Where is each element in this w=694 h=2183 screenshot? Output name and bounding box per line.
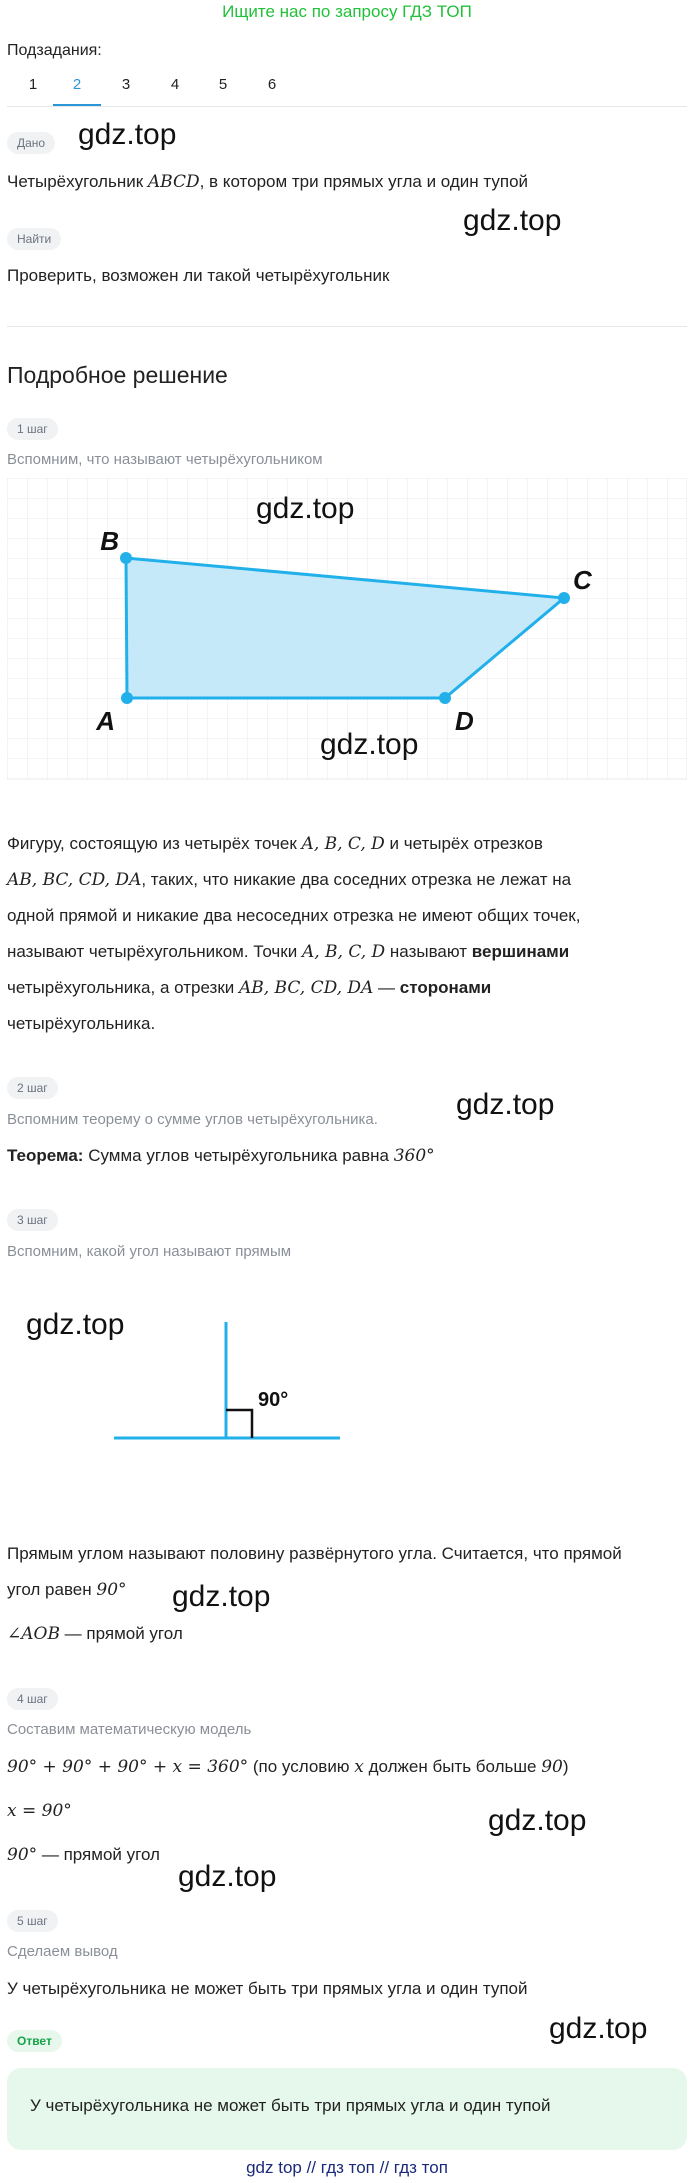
step-2-hint: Вспомним теорему о сумме углов четырёхугольника.: [7, 1111, 378, 1128]
step-4-chip: 4 шаг: [7, 1688, 58, 1710]
definition-line-1: Фигуру, состоящую из четырёх точек A, B, C, D и четырёх отрезков: [7, 834, 543, 854]
step-3-chip: 3 шаг: [7, 1209, 58, 1231]
step-1-chip: 1 шаг: [7, 418, 58, 440]
vertex-c: [558, 592, 570, 604]
right-angle-figure: [100, 1310, 360, 1450]
definition-line-6: четырёхугольника.: [7, 1014, 156, 1033]
tab-5[interactable]: 5: [218, 76, 228, 93]
footer-links[interactable]: gdz top // гдз топ // гдз топ: [246, 2158, 448, 2177]
equation-3: 90° — прямой угол: [7, 1845, 160, 1865]
definition-line-4: называют четырёхугольником. Точки A, B, C, D называют вершинами: [7, 942, 570, 962]
watermark: gdz.top: [178, 1860, 277, 1893]
active-tab-indicator: [53, 104, 101, 106]
step-5-chip: 5 шаг: [7, 1910, 58, 1932]
subtask-tabs: [7, 64, 687, 107]
watermark: gdz.top: [488, 1804, 587, 1837]
label-a: A: [96, 706, 115, 736]
vertex-a: [121, 692, 133, 704]
conclusion-text: У четырёхугольника не может быть три прямых угла и один тупой: [7, 1979, 528, 1998]
watermark: gdz.top: [256, 492, 355, 525]
tab-4[interactable]: 4: [170, 76, 180, 93]
vertex-d: [439, 692, 451, 704]
watermark: gdz.top: [549, 2012, 648, 2045]
step-1-hint: Вспомним, что называют четырёхугольником: [7, 451, 323, 468]
given-chip: Дано: [7, 132, 55, 154]
find-text: Проверить, возможен ли такой четырёхугольник: [7, 266, 390, 285]
top-banner[interactable]: Ищите нас по запросу ГДЗ ТОП: [222, 2, 472, 21]
tab-2[interactable]: 2: [72, 76, 82, 93]
tab-3[interactable]: 3: [121, 76, 131, 93]
label-d: D: [455, 706, 474, 736]
solution-title: Подробное решение: [7, 362, 228, 388]
step-5-hint: Сделаем вывод: [7, 1943, 118, 1960]
right-angle-line-1: Прямым углом называют половину развёрнутого угла. Считается, что прямой: [7, 1544, 622, 1563]
step-4-hint: Составим математическую модель: [7, 1721, 252, 1738]
step-3-hint: Вспомним, какой угол называют прямым: [7, 1243, 292, 1260]
equation-1: 90° + 90° + 90° + x = 360° (по условию x должен быть больше 90): [7, 1757, 569, 1777]
right-angle-mark: [226, 1410, 252, 1438]
watermark: gdz.top: [26, 1308, 125, 1341]
equation-2: x = 90°: [7, 1801, 72, 1821]
find-chip: Найти: [7, 228, 61, 250]
tab-6[interactable]: 6: [267, 76, 277, 93]
definition-line-5: четырёхугольника, а отрезки AB, BC, CD, DA — сторонами: [7, 978, 492, 998]
label-b: B: [100, 526, 119, 556]
tab-1[interactable]: 1: [28, 76, 38, 93]
step-2-chip: 2 шаг: [7, 1077, 58, 1099]
angle-90-label: 90°: [258, 1389, 289, 1411]
divider: [7, 326, 687, 327]
vertex-b: [120, 552, 132, 564]
answer-chip: Ответ: [7, 2030, 62, 2052]
watermark: gdz.top: [456, 1088, 555, 1121]
definition-line-2: AB, BC, CD, DA, таких, что никакие два соседних отрезка не лежат на: [7, 870, 572, 890]
answer-text: У четырёхугольника не может быть три прямых угла и один тупой: [30, 2096, 551, 2115]
right-angle-line-2: угол равен 90°: [7, 1580, 127, 1600]
watermark: gdz.top: [172, 1580, 271, 1613]
label-c: C: [573, 565, 592, 595]
watermark: gdz.top: [320, 728, 419, 761]
watermark: gdz.top: [463, 204, 562, 237]
given-text: Четырёхугольник ABCD, в котором три прямых угла и один тупой: [7, 172, 529, 192]
definition-line-3: одной прямой и никакие два несоседних отрезка не имеют общих точек,: [7, 906, 581, 925]
watermark: gdz.top: [78, 118, 177, 151]
subtasks-label: Подзадания:: [7, 42, 102, 59]
right-angle-line-3: ∠AOB — прямой угол: [7, 1624, 183, 1644]
theorem-line: Теорема: Сумма углов четырёхугольника равна 360°: [7, 1146, 435, 1166]
